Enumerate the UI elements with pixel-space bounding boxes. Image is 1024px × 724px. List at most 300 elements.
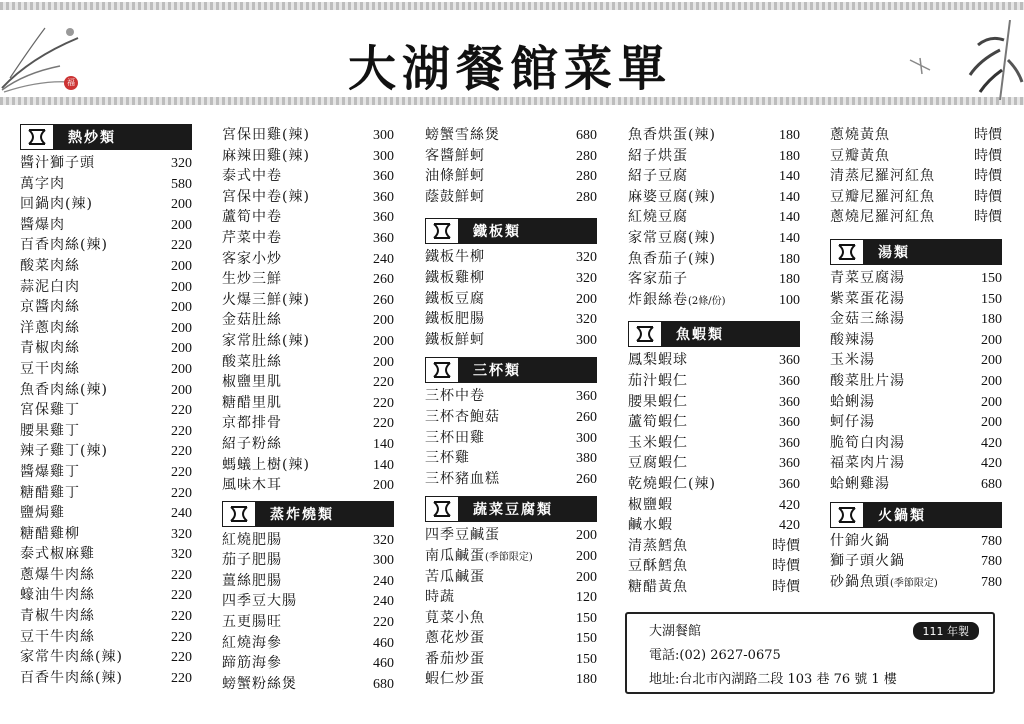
menu-item-price: 240 — [373, 573, 394, 589]
menu-item-name: 豆腐蝦仁 — [628, 455, 688, 472]
menu-item-price: 180 — [779, 128, 800, 143]
menu-item — [20, 440, 192, 461]
menu-item-note: (季節限定) — [890, 577, 938, 589]
section-header-teppanyaki: 鐵板類 — [425, 218, 597, 244]
section-badge-icon — [425, 218, 459, 244]
menu-item — [222, 611, 394, 632]
menu-item-name: 家常肚絲(辣) — [222, 332, 310, 349]
menu-item-price: 300 — [576, 430, 597, 446]
menu-item-name: 豆干肉絲 — [20, 360, 80, 377]
menu-item-price: 260 — [576, 409, 597, 425]
menu-item-name: 椒鹽里肌 — [222, 374, 282, 391]
menu-item-price: 360 — [779, 353, 800, 369]
menu-item-price: 780 — [981, 574, 1002, 590]
menu-item — [830, 124, 1002, 145]
address: 地址:台北市內湖路二段 103 巷 76 號 1 樓 — [649, 672, 897, 687]
menu-item — [425, 468, 597, 489]
menu-item-price: 100 — [779, 292, 800, 308]
menu-item-name: 紹子粉絲 — [222, 435, 282, 452]
menu-item-price: 220 — [373, 416, 394, 432]
menu-item-price: 360 — [576, 389, 597, 405]
menu-item-name: 青椒肉絲 — [20, 340, 80, 357]
phone-number: 電話:(02) 2627-0675 — [649, 648, 781, 663]
menu-item-name: 時蔬 — [425, 589, 455, 606]
column-1 — [20, 124, 192, 687]
menu-item — [222, 227, 394, 248]
menu-item-price: 220 — [373, 615, 394, 631]
menu-item-name: 鐵板豆腐 — [425, 290, 485, 307]
menu-item — [222, 371, 394, 392]
menu-item — [830, 288, 1002, 309]
column-4 — [628, 124, 800, 596]
menu-item-price: 220 — [171, 650, 192, 666]
menu-item-price: 140 — [373, 457, 394, 473]
bamboo-decoration — [900, 20, 1024, 100]
menu-item-price: 120 — [576, 590, 597, 606]
menu-item-price: 320 — [373, 532, 394, 548]
menu-item-price: 320 — [171, 547, 192, 563]
menu-item — [20, 461, 192, 482]
menu-item-price: 280 — [576, 189, 597, 205]
menu-item — [425, 607, 597, 628]
menu-item — [20, 523, 192, 544]
menu-item-price: 時價 — [974, 148, 1002, 164]
menu-item-price: 260 — [373, 292, 394, 308]
menu-item — [222, 412, 394, 433]
menu-item-name: 什錦火鍋 — [830, 532, 890, 549]
section-header-stir-fry: 熱炒類 — [20, 124, 192, 150]
menu-item-name: 蔥燒黃魚 — [830, 127, 890, 143]
menu-item-name: 糖醋雞柳 — [20, 525, 80, 542]
menu-item-price: 時價 — [772, 559, 800, 575]
menu-item-price: 時價 — [974, 169, 1002, 185]
menu-item — [830, 186, 1002, 207]
menu-item — [830, 530, 1002, 551]
menu-item-name: 清蒸尼羅河紅魚 — [830, 168, 935, 185]
menu-item-name: 豆瓣尼羅河紅魚 — [830, 188, 935, 205]
menu-item-price: 220 — [171, 609, 192, 625]
menu-item-name: 玉米蝦仁 — [628, 434, 688, 451]
menu-item-price: 140 — [779, 169, 800, 185]
menu-item-name: 糖醋黃魚 — [628, 578, 688, 595]
menu-item-name: 魚香肉絲(辣) — [20, 381, 108, 398]
menu-item — [20, 214, 192, 235]
menu-item — [20, 482, 192, 503]
menu-item-name: 清蒸鱈魚 — [628, 537, 688, 554]
menu-item — [222, 145, 394, 166]
menu-item-price: 200 — [171, 341, 192, 357]
menu-item — [20, 420, 192, 441]
menu-item-price: 180 — [576, 672, 597, 688]
menu-item-name: 番茄炒蛋 — [425, 650, 485, 667]
menu-item-name: 宮保田雞(辣) — [222, 127, 310, 143]
menu-item-price: 220 — [171, 629, 192, 645]
restaurant-name: 大湖餐館 — [649, 624, 702, 639]
menu-item-name: 萬字肉 — [20, 175, 65, 192]
menu-item-price: 320 — [171, 156, 192, 171]
menu-item — [222, 351, 394, 372]
menu-item-name: 薑絲肥腸 — [222, 572, 282, 589]
menu-item-price: 260 — [576, 471, 597, 487]
menu-item — [830, 550, 1002, 571]
section-header-vegetable-tofu: 蔬菜豆腐類 — [425, 496, 597, 522]
menu-item-name: 鐵板牛柳 — [425, 249, 485, 266]
menu-item — [628, 124, 800, 145]
menu-item — [425, 406, 597, 427]
menu-item-price: 180 — [779, 148, 800, 164]
menu-item-name: 莧菜小魚 — [425, 609, 485, 626]
menu-item-price: 360 — [373, 230, 394, 246]
menu-item-name: 三杯中卷 — [425, 388, 485, 405]
menu-item — [20, 626, 192, 647]
menu-item-price: 200 — [171, 300, 192, 316]
menu-item — [425, 427, 597, 448]
menu-item-price: 200 — [981, 373, 1002, 389]
menu-item-name: 鐵板鮮蚵 — [425, 331, 485, 348]
menu-item-name: 火爆三鮮(辣) — [222, 291, 310, 308]
menu-item — [222, 392, 394, 413]
menu-item — [20, 255, 192, 276]
menu-item-name: 蔥爆牛肉絲 — [20, 566, 95, 583]
section-badge-icon — [20, 124, 54, 150]
menu-item-price: 140 — [779, 230, 800, 246]
menu-item-name: 泰式椒麻雞 — [20, 546, 95, 563]
menu-item-note: (季節限定) — [485, 551, 533, 563]
menu-item — [222, 289, 394, 310]
menu-item-name: 蛤蜊湯 — [830, 393, 875, 410]
menu-item-name: 腰果蝦仁 — [628, 393, 688, 410]
menu-item-name: 紅燒海參 — [222, 634, 282, 651]
menu-item — [222, 652, 394, 673]
menu-item — [628, 555, 800, 576]
menu-item-name: 辣子雞丁(辣) — [20, 443, 108, 460]
menu-item-price: 680 — [373, 676, 394, 692]
menu-item-name: 砂鍋魚頭 — [830, 573, 890, 590]
menu-item-name: 客家小炒 — [222, 250, 282, 267]
menu-item — [628, 145, 800, 166]
menu-item-name: 青椒牛肉絲 — [20, 608, 95, 625]
menu-item-name: 麻辣田雞(辣) — [222, 147, 310, 164]
menu-item-price: 240 — [373, 251, 394, 267]
menu-item-price: 時價 — [772, 538, 800, 554]
menu-item-name: 脆筍白肉湯 — [830, 434, 905, 451]
menu-item-price: 200 — [981, 394, 1002, 410]
menu-item — [222, 454, 394, 475]
menu-item-name: 蔥花炒蛋 — [425, 630, 485, 647]
menu-item-price: 280 — [576, 169, 597, 185]
menu-item-name: 金菇肚絲 — [222, 312, 282, 329]
menu-item-price: 300 — [373, 148, 394, 164]
menu-item-name: 酸菜肚片湯 — [830, 372, 905, 389]
menu-item-name: 蚵仔湯 — [830, 414, 875, 431]
menu-item — [20, 193, 192, 214]
menu-item-name: 百香肉絲(辣) — [20, 237, 108, 254]
menu-item-name: 五更腸旺 — [222, 614, 282, 631]
menu-item-name: 獅子頭火鍋 — [830, 553, 905, 570]
menu-item-price: 280 — [576, 148, 597, 164]
menu-item-price: 200 — [373, 354, 394, 370]
menu-item-name: 茄汁蝦仁 — [628, 372, 688, 389]
menu-item-name: 金菇三絲湯 — [830, 311, 905, 328]
menu-item — [628, 227, 800, 248]
section-header-three-cup: 三杯類 — [425, 357, 597, 383]
menu-item-name: 蹄筋海參 — [222, 655, 282, 672]
menu-item-price: 300 — [373, 128, 394, 143]
menu-item-price: 140 — [779, 210, 800, 226]
section-header-fish-shrimp: 魚蝦類 — [628, 321, 800, 347]
menu-item-price: 360 — [373, 210, 394, 226]
menu-item — [222, 474, 394, 495]
menu-item-name: 鐵板肥腸 — [425, 311, 485, 328]
menu-item-price: 150 — [576, 651, 597, 667]
menu-item-price: 時價 — [974, 189, 1002, 205]
menu-item-name: 宮保雞丁 — [20, 402, 80, 419]
menu-item-price: 200 — [576, 569, 597, 585]
menu-item-price: 420 — [981, 456, 1002, 472]
menu-item-price: 200 — [576, 528, 597, 544]
menu-item-name: 青菜豆腐湯 — [830, 269, 905, 286]
menu-item-name: 醬爆雞丁 — [20, 463, 80, 480]
menu-item — [20, 296, 192, 317]
menu-item-name: 腰果雞丁 — [20, 422, 80, 439]
menu-item-name: 紅燒肥腸 — [222, 531, 282, 548]
menu-item-price: 200 — [373, 313, 394, 329]
menu-item-price: 140 — [779, 189, 800, 205]
menu-item-price: 220 — [373, 395, 394, 411]
menu-item-price: 360 — [779, 476, 800, 492]
menu-item-price: 220 — [171, 444, 192, 460]
section-badge-icon — [425, 357, 459, 383]
menu-item-price: 360 — [373, 169, 394, 185]
menu-item-name: 家常豆腐(辣) — [628, 229, 716, 246]
menu-item — [425, 566, 597, 587]
menu-item-price: 200 — [373, 478, 394, 494]
column-5 — [830, 124, 1002, 591]
menu-item-name: 醬汁獅子頭 — [20, 155, 95, 171]
menu-item-name: 福菜肉片湯 — [830, 455, 905, 472]
menu-item — [425, 668, 597, 689]
menu-item — [425, 186, 597, 207]
menu-item-price: 680 — [981, 476, 1002, 492]
menu-title: 大湖餐館菜單 — [347, 41, 672, 97]
menu-item-price: 460 — [373, 635, 394, 651]
menu-item — [628, 349, 800, 370]
menu-item — [628, 576, 800, 597]
menu-item-name: 紹子烘蛋 — [628, 147, 688, 164]
menu-item-price: 300 — [576, 332, 597, 348]
menu-item — [830, 145, 1002, 166]
menu-item-name: 芹菜中卷 — [222, 229, 282, 246]
menu-item — [425, 308, 597, 329]
menu-item-price: 240 — [171, 506, 192, 522]
menu-item-price: 780 — [981, 554, 1002, 570]
restaurant-info-box — [625, 612, 995, 694]
menu-item-name: 蘆筍蝦仁 — [628, 414, 688, 431]
menu-item-name: 紅燒豆腐 — [628, 209, 688, 226]
menu-item — [20, 502, 192, 523]
menu-item — [20, 234, 192, 255]
menu-item — [222, 590, 394, 611]
menu-item — [628, 535, 800, 556]
menu-item-price: 360 — [779, 373, 800, 389]
menu-item — [222, 206, 394, 227]
menu-item — [20, 564, 192, 585]
menu-item-name: 三杯田雞 — [425, 429, 485, 446]
menu-item-price: 320 — [576, 250, 597, 266]
menu-item — [425, 267, 597, 288]
menu-item-name: 南瓜鹹蛋 — [425, 547, 485, 564]
menu-item-name: 客家茄子 — [628, 271, 688, 288]
menu-item-name: 客醬鮮蚵 — [425, 147, 485, 164]
menu-item — [628, 494, 800, 515]
menu-item-name: 乾燒蝦仁(辣) — [628, 475, 716, 492]
menu-item — [830, 349, 1002, 370]
menu-item — [830, 267, 1002, 288]
menu-item-name: 洋蔥肉絲 — [20, 319, 80, 336]
menu-item-price: 200 — [171, 258, 192, 274]
menu-item-price: 150 — [576, 631, 597, 647]
menu-item-price: 260 — [373, 272, 394, 288]
menu-item-price: 460 — [373, 656, 394, 672]
menu-item-name: 蔭鼓鮮蚵 — [425, 188, 485, 205]
menu-item — [425, 329, 597, 350]
menu-item-name: 蛤蜊雞湯 — [830, 475, 890, 492]
menu-item — [830, 206, 1002, 227]
menu-item-name: 四季豆大腸 — [222, 593, 297, 610]
menu-item — [830, 165, 1002, 186]
menu-item-name: 鹹水蝦 — [628, 517, 673, 534]
menu-item-price: 220 — [171, 670, 192, 686]
section-badge-icon — [425, 496, 459, 522]
menu-item-name: 炸銀絲卷 — [628, 291, 688, 308]
menu-item — [222, 673, 394, 694]
menu-item-price: 420 — [981, 435, 1002, 451]
menu-item-price: 200 — [171, 320, 192, 336]
menu-item-price: 220 — [171, 588, 192, 604]
menu-item — [425, 145, 597, 166]
menu-item — [830, 432, 1002, 453]
menu-item — [628, 391, 800, 412]
menu-item — [628, 186, 800, 207]
menu-item-name: 蠔油牛肉絲 — [20, 587, 95, 604]
menu-item — [628, 452, 800, 473]
menu-item-name: 油條鮮蚵 — [425, 168, 485, 185]
menu-item — [628, 268, 800, 289]
menu-item-name: 豆瓣黃魚 — [830, 147, 890, 164]
menu-item — [628, 473, 800, 494]
menu-item-name: 椒鹽蝦 — [628, 496, 673, 513]
menu-item-name: 京都排骨 — [222, 415, 282, 432]
menu-item — [20, 667, 192, 688]
menu-item-price: 780 — [981, 533, 1002, 549]
menu-item-name: 三杯杏鮑菇 — [425, 408, 500, 425]
menu-item-price: 時價 — [974, 210, 1002, 226]
menu-item-price: 180 — [779, 272, 800, 288]
menu-item-price: 360 — [373, 189, 394, 205]
menu-item — [425, 627, 597, 648]
section-header-soup: 湯類 — [830, 239, 1002, 265]
menu-item-price: 220 — [171, 403, 192, 419]
menu-item-name: 三杯雞 — [425, 450, 470, 467]
menu-item-name: 蝦仁炒蛋 — [425, 671, 485, 688]
menu-item — [20, 605, 192, 626]
menu-item-name: 宮保中卷(辣) — [222, 188, 310, 205]
menu-item-price: 200 — [981, 332, 1002, 348]
menu-item-price: 680 — [576, 128, 597, 143]
menu-item-name: 生炒三鮮 — [222, 271, 282, 288]
menu-item — [830, 411, 1002, 432]
menu-item — [20, 358, 192, 379]
menu-item-name: 豆酥鱈魚 — [628, 558, 688, 575]
menu-item — [830, 452, 1002, 473]
menu-item-price: 240 — [373, 594, 394, 610]
menu-item-price: 200 — [171, 361, 192, 377]
top-border — [0, 2, 1024, 10]
menu-item-name: 泰式中卷 — [222, 168, 282, 185]
menu-item — [830, 473, 1002, 494]
menu-item-price: 200 — [576, 548, 597, 564]
menu-item-price: 220 — [171, 238, 192, 254]
section-badge-icon — [830, 502, 864, 528]
menu-item — [222, 248, 394, 269]
menu-item-price: 360 — [779, 456, 800, 472]
menu-item — [222, 268, 394, 289]
menu-item-price: 200 — [171, 382, 192, 398]
menu-item — [425, 648, 597, 669]
menu-item — [628, 514, 800, 535]
menu-item — [222, 529, 394, 550]
menu-item-price: 200 — [981, 415, 1002, 431]
menu-item-name: 三杯豬血糕 — [425, 470, 500, 487]
menu-item-name: 風味木耳 — [222, 477, 282, 494]
menu-item — [20, 317, 192, 338]
menu-item — [20, 152, 192, 173]
menu-item-price: 220 — [373, 375, 394, 391]
menu-item-name: 家常牛肉絲(辣) — [20, 649, 123, 666]
menu-item-price: 200 — [576, 291, 597, 307]
menu-item-price: 150 — [981, 291, 1002, 307]
menu-item — [20, 543, 192, 564]
menu-item — [628, 206, 800, 227]
menu-item-name: 螃蟹雪絲煲 — [425, 127, 500, 143]
menu-item-name: 豆干牛肉絲 — [20, 628, 95, 645]
menu-item — [20, 379, 192, 400]
menu-item-name: 茄子肥腸 — [222, 552, 282, 569]
menu-item-name: 酸辣湯 — [830, 331, 875, 348]
menu-item-name: 麻婆豆腐(辣) — [628, 188, 716, 205]
menu-item — [830, 571, 1002, 592]
menu-item — [222, 186, 394, 207]
menu-item-name: 醬爆肉 — [20, 216, 65, 233]
menu-item-price: 220 — [171, 567, 192, 583]
menu-item — [830, 329, 1002, 350]
red-seal-icon: 福 — [64, 76, 78, 90]
menu-item-name: 魚香烘蛋(辣) — [628, 127, 716, 143]
menu-item — [830, 391, 1002, 412]
menu-item — [425, 124, 597, 145]
menu-item-price: 140 — [373, 436, 394, 452]
menu-item-price: 580 — [171, 176, 192, 192]
menu-item — [20, 337, 192, 358]
menu-item-price: 150 — [981, 270, 1002, 286]
menu-item — [20, 399, 192, 420]
menu-item — [425, 288, 597, 309]
menu-item-name: 鹽焗雞 — [20, 505, 65, 522]
menu-item-name: 京醬肉絲 — [20, 299, 80, 316]
menu-item — [222, 165, 394, 186]
menu-item — [628, 411, 800, 432]
section-header-steamed-fried: 蒸炸燒類 — [222, 501, 394, 527]
